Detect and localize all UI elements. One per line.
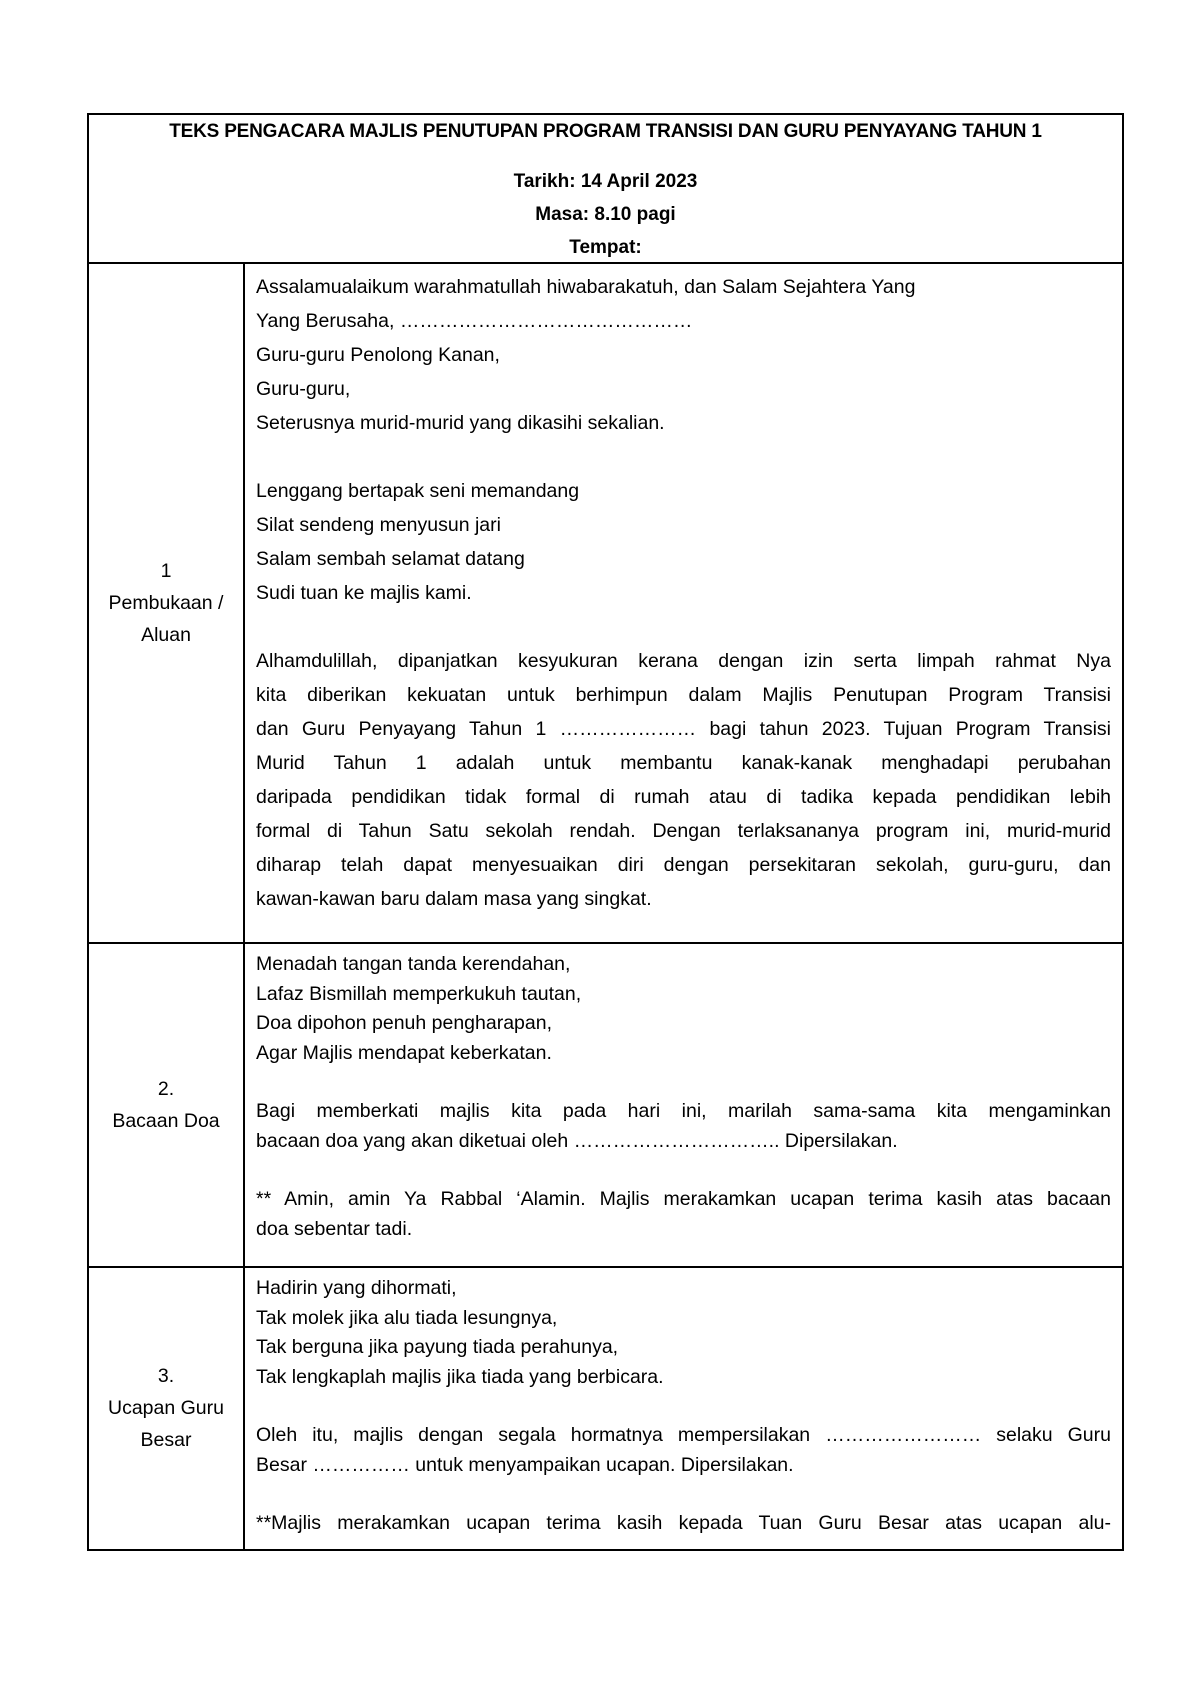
pantun-line: Agar Majlis mendapat keberkatan.: [256, 1041, 552, 1064]
section-label-headmaster-speech: [88, 1267, 244, 1550]
section-title-line: Aluan: [141, 624, 191, 646]
event-time: Masa: 8.10 pagi: [535, 204, 676, 225]
note-line: doa sebentar tadi.: [256, 1217, 413, 1240]
pantun-line: Salam sembah selamat datang: [256, 548, 525, 570]
paragraph-line: Alhamdulillah, dipanjatkan kesyukuran kerana dengan izin serta limpah rahmat Nya: [256, 650, 1111, 672]
greeting-line: Seterusnya murid-murid yang dikasihi sekalian.: [256, 412, 665, 434]
pantun-line: Sudi tuan ke majlis kami.: [256, 582, 472, 604]
greeting-line: Guru-guru,: [256, 378, 351, 400]
section-number: 3.: [157, 1365, 175, 1388]
paragraph-line: bacaan doa yang akan diketuai oleh ………………………….. Dipersilakan.: [256, 1129, 898, 1152]
section-content-opening: [244, 263, 1123, 943]
section-content-prayer: [244, 943, 1123, 1267]
pantun-line: Lenggang bertapak seni memandang: [256, 480, 580, 502]
pantun-line: Tak molek jika alu tiada lesungnya,: [256, 1306, 558, 1329]
section-title-line: Ucapan Guru: [108, 1397, 224, 1420]
event-place: Tempat:: [569, 237, 642, 258]
section-row-headmaster-speech: [88, 1267, 1123, 1550]
section-row-prayer: [88, 943, 1123, 1267]
section-number: 2.: [157, 1078, 175, 1100]
note-line: **Majlis merakamkan ucapan terima kasih kepada Tuan Guru Besar atas ucapan alu-: [256, 1512, 1111, 1534]
greeting-line: Guru-guru Penolong Kanan,: [256, 344, 500, 366]
section-label-prayer: [88, 943, 244, 1267]
paragraph-line: Bagi memberkati majlis kita pada hari ini, marilah sama-sama kita mengaminkan: [256, 1100, 1111, 1122]
pantun-line: Silat sendeng menyusun jari: [256, 514, 501, 536]
section-title-line: Besar: [140, 1429, 192, 1452]
section-title-line: Bacaan Doa: [112, 1110, 220, 1132]
pantun-line: Lafaz Bismillah memperkukuh tautan,: [256, 982, 582, 1005]
section-number: 1: [160, 560, 172, 582]
document-title: TEKS PENGACARA MAJLIS PENUTUPAN PROGRAM TRANSISI DAN GURU PENYAYANG TAHUN 1: [169, 121, 1042, 142]
script-table: [87, 113, 1124, 1551]
greeting-line: Assalamualaikum warahmatullah hiwabarakatuh, dan Salam Sejahtera Yang: [256, 276, 916, 298]
paragraph-line: kita diberikan kekuatan untuk berhimpun dalam Majlis Penutupan Program Transisi: [256, 684, 1111, 706]
paragraph-line: Murid Tahun 1 adalah untuk membantu kanak-kanak menghadapi perubahan: [256, 752, 1111, 774]
pantun-line: Menadah tangan tanda kerendahan,: [256, 953, 571, 975]
header-cell: [88, 114, 1123, 263]
section-content-headmaster-speech: [244, 1267, 1123, 1550]
pantun-line: Doa dipohon penuh pengharapan,: [256, 1012, 553, 1034]
paragraph-line: diharap telah dapat menyesuaikan diri dengan persekitaran sekolah, guru-guru, dan: [256, 854, 1111, 876]
paragraph-line: formal di Tahun Satu sekolah rendah. Dengan terlaksananya program ini, murid-murid: [256, 820, 1111, 842]
pantun-line: Hadirin yang dihormati,: [256, 1277, 457, 1299]
greeting-line: Yang Berusaha, ………………………………………: [256, 310, 693, 332]
event-date: Tarikh: 14 April 2023: [513, 171, 698, 192]
paragraph-line: dan Guru Penyayang Tahun 1 ………………… bagi tahun 2023. Tujuan Program Transisi: [256, 718, 1111, 740]
section-label-opening: [88, 263, 244, 943]
note-line: ** Amin, amin Ya Rabbal ‘Alamin. Majlis merakamkan ucapan terima kasih atas bacaan: [256, 1188, 1111, 1210]
paragraph-line: kawan-kawan baru dalam masa yang singkat.: [256, 888, 652, 910]
pantun-line: Tak berguna jika payung tiada perahunya,: [256, 1336, 619, 1358]
section-title-line: Pembukaan /: [108, 592, 224, 614]
paragraph-line: daripada pendidikan tidak formal di rumah atau di tadika kepada pendidikan lebih: [256, 786, 1111, 808]
pantun-line: Tak lengkaplah majlis jika tiada yang berbicara.: [256, 1365, 664, 1388]
section-row-opening: [88, 263, 1123, 943]
paragraph-line: Besar …………… untuk menyampaikan ucapan. Dipersilakan.: [256, 1453, 794, 1476]
paragraph-line: Oleh itu, majlis dengan segala hormatnya mempersilakan …………………… selaku Guru: [256, 1424, 1111, 1446]
